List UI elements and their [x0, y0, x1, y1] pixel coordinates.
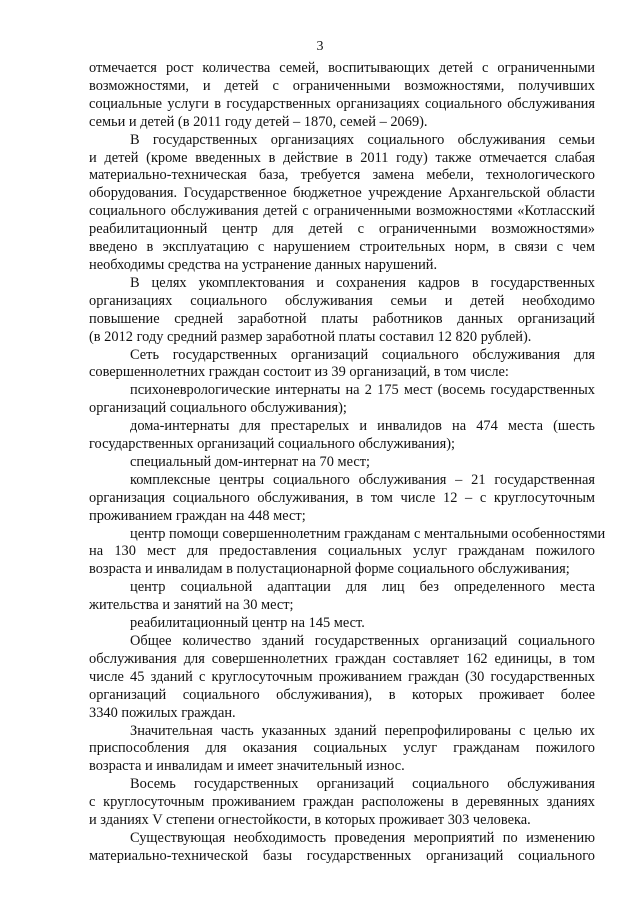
text-line: психоневрологические интернаты на 2 175 мест (восемь государственных [130, 382, 595, 399]
text-line: проживанием граждан на 448 мест; [89, 507, 306, 524]
text-line: возможностями, и детей с ограниченными возможностями, получивших [89, 77, 595, 94]
text-line: материально-технической базы государственных организаций социального [89, 847, 595, 864]
text-line: комплексные центры социального обслуживания – 21 государственная [130, 471, 595, 488]
text-line: необходимы средства на устранение данных нарушений. [89, 256, 438, 273]
text-line: социального обслуживания детей с ограниченными возможностями «Котласский [89, 203, 595, 220]
text-line: материально-техническая база, требуется замена мебели, технологического [89, 167, 595, 184]
page-number: 3 [316, 39, 324, 54]
text-line: (в 2012 году средний размер заработной платы составил 12 820 рублей). [89, 328, 532, 345]
text-line: Восемь государственных организаций социального обслуживания [130, 776, 595, 793]
text-line: совершеннолетних граждан состоит из 39 организаций, в том числе: [89, 364, 509, 381]
text-line: на 130 мест для предоставления социальных услуг гражданам пожилого [89, 543, 595, 560]
text-line: и детей (кроме введенных в действие в 2011 году) также отмечается слабая [89, 149, 595, 166]
text-line: обслуживания для совершеннолетних граждан составляет 162 единицы, в том [89, 650, 595, 667]
text-line: дома-интернаты для престарелых и инвалидов на 474 места (шесть [130, 418, 595, 435]
text-line: повышение средней заработной платы работников данных организаций [89, 310, 595, 327]
text-line: возраста и инвалидам и имеет значительный износ. [89, 758, 405, 775]
text-line: Значительная часть указанных зданий перепрофилированы с целью их [130, 722, 595, 739]
text-line: В государственных организациях социального обслуживания семьи [130, 131, 595, 148]
text-line: В целях укомплектования и сохранения кадров в государственных [130, 274, 595, 291]
text-line: Сеть государственных организаций социального обслуживания для [130, 346, 595, 363]
text-line: жительства и занятий на 30 мест; [89, 597, 294, 614]
text-line: Существующая необходимость проведения мероприятий по изменению [130, 829, 595, 846]
text-line: оборудования. Государственное бюджетное учреждение Архангельской области [89, 185, 595, 202]
text-line: организациях социального обслуживания семьи и детей необходимо [89, 292, 595, 309]
text-line: центр помощи совершеннолетним гражданам с ментальными особенностями [130, 525, 606, 542]
text-line: государственных организаций социального обслуживания); [89, 436, 455, 453]
text-line: возраста и инвалидам в полустационарной форме социального обслуживания; [89, 561, 570, 578]
document-body [89, 60, 606, 866]
text-line: приспособления для оказания социальных услуг гражданам пожилого [89, 740, 595, 757]
text-line: социальные услуги в государственных организациях социального обслуживания [89, 95, 595, 112]
text-line: организаций социального обслуживания); [89, 400, 347, 417]
text-line: специальный дом-интернат на 70 мест; [130, 453, 371, 470]
text-line: центр социальной адаптации для лиц без определенного места [130, 579, 595, 596]
text-line: 3340 пожилых граждан. [89, 704, 236, 721]
text-line: Общее количество зданий государственных организаций социального [130, 633, 595, 649]
text-line: отмечается рост количества семей, воспитывающих детей с ограниченными [89, 60, 595, 76]
text-line: числе 45 зданий с круглосуточным проживанием граждан (30 государственных [89, 668, 595, 685]
text-line: организация социального обслуживания, в том числе 12 – с круглосуточным [89, 489, 595, 506]
text-line: реабилитационный центр на 145 мест. [130, 615, 365, 632]
text-line: организаций социального обслуживания), в которых проживает более [89, 686, 595, 703]
text-line: реабилитационный центр для детей с ограниченными возможностями» [89, 221, 595, 238]
text-line: семьи и детей (в 2011 году детей – 1870, семей – 2069). [89, 113, 428, 130]
text-line: введено в эксплуатацию с нарушением строительных норм, в связи с чем [89, 239, 595, 256]
text-line: и зданиях V степени огнестойкости, в которых проживает 303 человека. [89, 812, 531, 829]
text-line: с круглосуточным проживанием граждан расположены в деревянных зданиях [89, 794, 595, 811]
